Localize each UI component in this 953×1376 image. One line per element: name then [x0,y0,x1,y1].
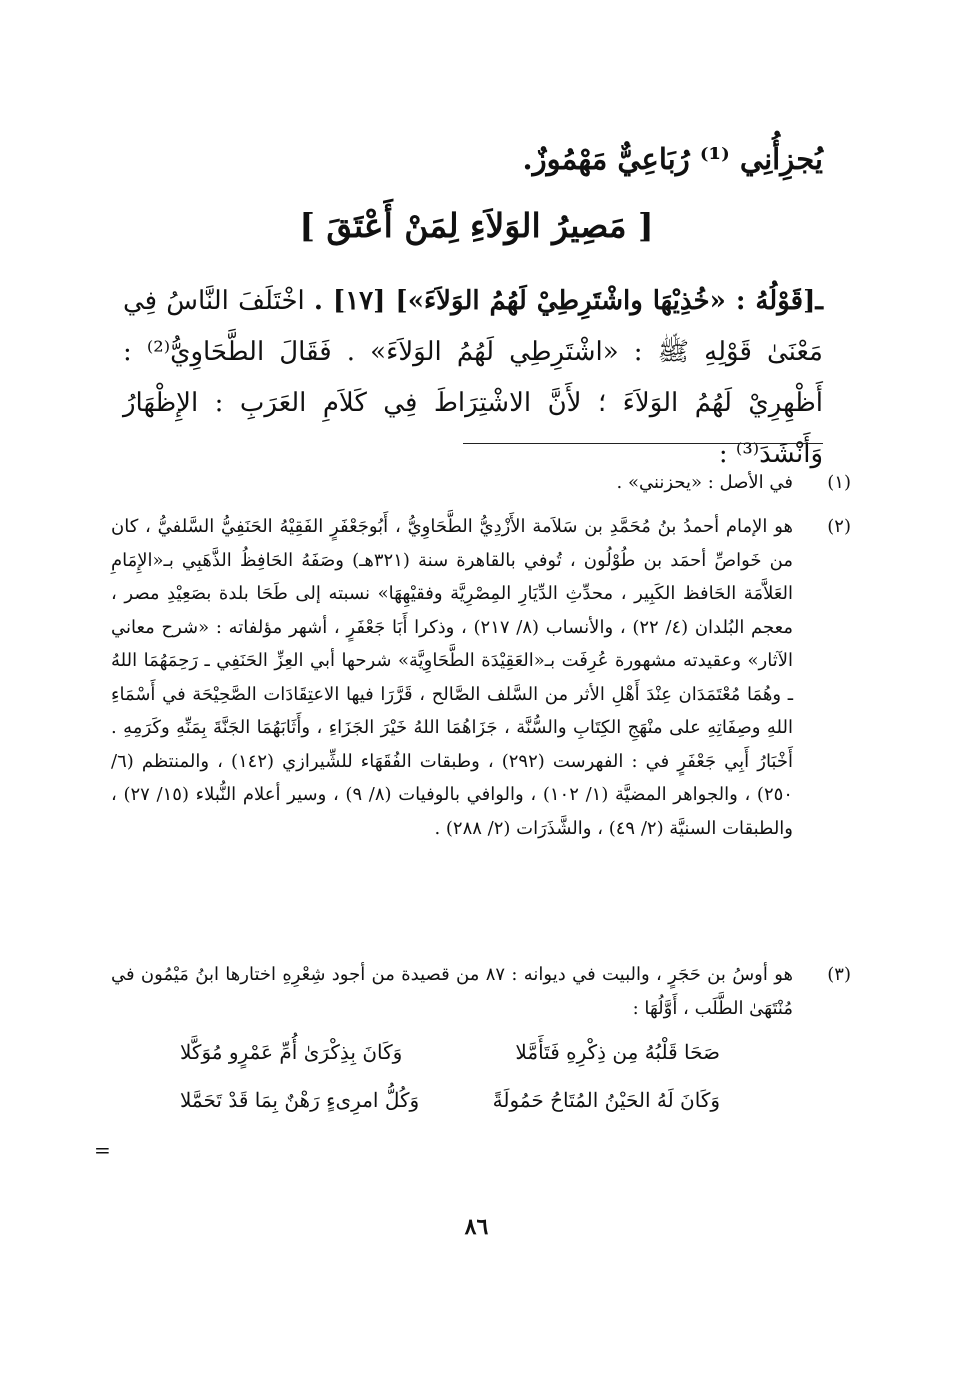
main-paragraph [123,276,823,480]
footnote-number: (٣) [827,964,851,985]
page-number: ٨٦ [464,1214,489,1240]
footnote-3 [111,958,851,1025]
verse-second-hemistich: وَكُلُّ امرِىءٍ رَهْنٌ بِمَا قَدْ تَحَمَّلا [180,1088,420,1112]
footnote-1 [111,466,851,500]
verse-first-hemistich: وَكَانَ لَهُ الحَيْنُ المُتَاحُ حَمُولَةً [492,1088,720,1112]
verse-first-hemistich: صَحَا قَلْبُهُ مِن ذِكْرِهِ فَتَأَمَّلا [515,1040,720,1064]
section-heading: [ مَصِيرُ الوَلاَءِ لِمَنْ أَعْتَقَ ] [299,206,654,245]
main-paragraph-rest: اخْتَلَفَ النَّاسُ فِي مَعْنَىٰ قَوْلِهِ ﷺ : «اشْتَرِطِي لَهُمُ الوَلاَءَ» . فَقَالَ الطَّحَاوِيُّ⁽²⁾ : أَظْهِرِيْ لَهُمُ الوَلاَءَ ؛ لأَنَّ الاشْتِرَاطَ فِي كَلاَمِ العَرَبِ : الإِظْهَارُ وَأَنْشَدَ⁽³⁾ : [123,286,823,469]
footnote-2 [111,510,851,845]
footnote-text: هو الإمام أحمدُ بنُ مُحَمَّدِ بن سَلاَمة الأَزْدِيُّ الطَّحَاوِيُّ ، أَبُوجَعْفَرٍ الفَقِيْهُ الحَنَفِيُّ السَّلفيُّ ، كان من خَواصِّ أحمَد بن طُوْلُون ، تُوفي بالقاهرة سنة (٣٢١هـ) وصَفَهُ الحَافِظُ الذَّهَبِي بـ«الإِمَامِ العَلاَّمَة الحَافظ الكَبِير ، محدِّثِ الدِّيَارِ المِصْرِيَّة وفقيْهِهَا» نسبته إلى طَحَا بلدة بصَعِيْدِ مصر ، معجم البُلدان (٤/ ٢٢) ، والأنساب (٨/ ٢١٧) ، وذكرا أَبَا جَعْفَرٍ ، أشهر مؤلفاته : «شرح معاني الآثار» وعقيدته مشهورة عُرِفَت بـ«العَقِيْدَة الطَّحَاوِيَّة» شرحها أبي العِزِّ الحَنَفِي ـ رَحِمَهُمَا اللهُ ـ وهُمَا مُعْتَمَدَان عِنْدَ أَهْلِ الأثر من السَّلف الصَّالح ، قَرَّرَا فيها الاعتِقَادَات الصَّحِيْحَة في أَسْمَاءِ اللهِ وصِفَاتِهِ على منْهَجِ الكِتَابِ والسُّنَّة ، جَزَاهُمَا اللهُ خَيْرَ الجَزَاءِ ، وأَثَابَهُمَا الجَنَّةَ بِمَنِّهِ وكَرَمِهِ . أَخْبَارُ أَبِي جَعْفَرٍ في : الفهرست (٢٩٢) ، وطبقات الفُقَهَاء للشِّيرازي (١٤٢) ، والمنتظم (٦/ ٢٥٠) ، والجواهر المضيَّة (١/ ١٠٢) ، والوافي بالوفيات (٨/ ٩) ، وسير أعلام النُّبلاء (١٥/ ٢٧) ، والطبقات السنيَّة (٢/ ٤٩) ، والشَّذَرَات (٢/ ٢٨٨) . [111,516,793,839]
quoted-hadith-lead: ـ[قَوْلُهُ : «خُذِيْهَا واشْتَرِطِيْ لَهُمُ الوَلاَءَ»] [١٧] . [313,286,824,316]
footnote-text: هو أوسُ بن حَجَرٍ ، والبيت في ديوانه : ٨٧ من قصيدة من أجود شِعْرِهِ اختارها ابنُ مَيْمُون في مُنْتَهَىٰ الطَّلَب ، أَوَّلُهَا : [111,964,793,1019]
footnote-number: (٢) [827,516,851,537]
verse-second-hemistich: وَكَانَ بِذِكْرَىٰ أُمِّ عَمْرٍو مُوَكَّلا [180,1040,403,1064]
top-line: يُجزِأُنِي ⁽¹⁾ رُبَاعِيٌّ مَهْمُوزٌ. [522,142,823,176]
footnote-number: (١) [827,472,851,493]
footnote-separator [463,443,823,444]
footnote-text: في الأصل : «يحزنني» . [616,472,793,493]
continuation-mark: = [94,1138,111,1162]
